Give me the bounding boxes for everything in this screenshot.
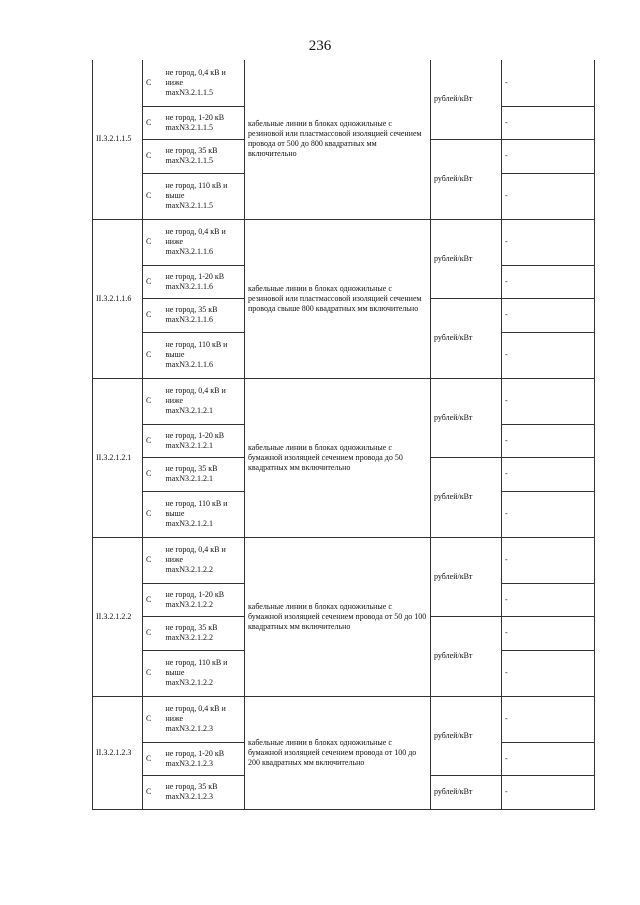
row-letter: С <box>143 219 163 265</box>
row-condition: не город, 0,4 кВ и ниже maxN3.2.1.1.5 <box>163 60 245 106</box>
row-condition: не город, 1-20 кВ maxN3.2.1.2.1 <box>163 424 245 457</box>
row-condition: не город, 1-20 кВ maxN3.2.1.1.6 <box>163 265 245 298</box>
row-condition: не город, 1-20 кВ maxN3.2.1.2.2 <box>163 583 245 616</box>
row-unit: рублей/кВт <box>431 60 502 139</box>
table-row <box>93 696 595 742</box>
row-condition: не город, 110 кВ и выше maxN3.2.1.2.2 <box>163 650 245 696</box>
row-condition: не город, 1-20 кВ maxN3.2.1.1.5 <box>163 106 245 139</box>
row-letter: С <box>143 265 163 298</box>
row-condition: не город, 35 кВ maxN3.2.1.2.1 <box>163 457 245 491</box>
row-value: - <box>502 650 595 696</box>
row-value: - <box>502 60 595 106</box>
row-code: II.3.2.1.2.2 <box>93 537 143 696</box>
row-condition: не город, 110 кВ и выше maxN3.2.1.1.6 <box>163 332 245 378</box>
row-value: - <box>502 742 595 775</box>
row-letter: С <box>143 616 163 650</box>
table-row <box>93 219 595 265</box>
page-number: 236 <box>308 38 332 54</box>
row-letter: С <box>143 742 163 775</box>
row-value: - <box>502 457 595 491</box>
table-row <box>93 537 595 583</box>
row-condition: не город, 1-20 кВ maxN3.2.1.2.3 <box>163 742 245 775</box>
row-unit: рублей/кВт <box>431 139 502 219</box>
row-value: - <box>502 332 595 378</box>
row-code: II.3.2.1.2.1 <box>93 378 143 537</box>
row-unit: рублей/кВт <box>431 378 502 457</box>
row-value: - <box>502 424 595 457</box>
row-condition: не город, 0,4 кВ и ниже maxN3.2.1.2.1 <box>163 378 245 424</box>
row-value: - <box>502 219 595 265</box>
tariff-table <box>92 60 595 810</box>
row-letter: С <box>143 775 163 809</box>
row-letter: С <box>143 139 163 173</box>
row-letter: С <box>143 332 163 378</box>
row-condition: не город, 35 кВ maxN3.2.1.1.5 <box>163 139 245 173</box>
row-value: - <box>502 139 595 173</box>
row-value: - <box>502 696 595 742</box>
row-letter: С <box>143 491 163 537</box>
row-value: - <box>502 173 595 219</box>
row-value: - <box>502 583 595 616</box>
row-letter: С <box>143 173 163 219</box>
row-letter: С <box>143 650 163 696</box>
row-condition: не город, 35 кВ maxN3.2.1.2.2 <box>163 616 245 650</box>
row-condition: не город, 110 кВ и выше maxN3.2.1.1.5 <box>163 173 245 219</box>
row-letter: С <box>143 378 163 424</box>
row-value: - <box>502 265 595 298</box>
row-letter: С <box>143 583 163 616</box>
row-value: - <box>502 616 595 650</box>
row-condition: не город, 0,4 кВ и ниже maxN3.2.1.2.2 <box>163 537 245 583</box>
row-value: - <box>502 537 595 583</box>
row-code: II.3.2.1.1.5 <box>93 60 143 219</box>
row-condition: не город, 35 кВ maxN3.2.1.1.6 <box>163 298 245 332</box>
row-value: - <box>502 298 595 332</box>
row-description: кабельные линии в блоках одножильные с бумажной изоляцией сечением провода от 100 до 200 квадратных мм включительно <box>245 696 431 809</box>
row-letter: С <box>143 537 163 583</box>
row-code: II.3.2.1.1.6 <box>93 219 143 378</box>
row-description: кабельные линии в блоках одножильные с бумажной изоляцией сечением провода до 50 квадратных мм включительно <box>245 378 431 537</box>
row-code: II.3.2.1.2.3 <box>93 696 143 809</box>
table-row <box>93 378 595 424</box>
row-condition: не город, 110 кВ и выше maxN3.2.1.2.1 <box>163 491 245 537</box>
row-description: кабельные линии в блоках одножильные с резиновой или пластмассовой изоляцией сечением провода от 500 до 800 квадратных мм включительно <box>245 60 431 219</box>
row-unit: рублей/кВт <box>431 537 502 616</box>
row-unit: рублей/кВт <box>431 219 502 298</box>
table-row <box>93 60 595 106</box>
row-unit: рублей/кВт <box>431 775 502 809</box>
row-letter: С <box>143 457 163 491</box>
row-description: кабельные линии в блоках одножильные с бумажной изоляцией сечением провода от 50 до 100 квадратных мм включительно <box>245 537 431 696</box>
row-unit: рублей/кВт <box>431 616 502 696</box>
row-letter: С <box>143 106 163 139</box>
row-unit: рублей/кВт <box>431 696 502 775</box>
row-condition: не город, 0,4 кВ и ниже maxN3.2.1.2.3 <box>163 696 245 742</box>
row-condition: не город, 35 кВ maxN3.2.1.2.3 <box>163 775 245 809</box>
row-value: - <box>502 378 595 424</box>
row-value: - <box>502 491 595 537</box>
row-letter: С <box>143 298 163 332</box>
row-letter: С <box>143 696 163 742</box>
row-description: кабельные линии в блоках одножильные с резиновой или пластмассовой изоляцией сечением провода свыше 800 квадратных мм включительно <box>245 219 431 378</box>
row-value: - <box>502 775 595 809</box>
row-letter: С <box>143 60 163 106</box>
row-letter: С <box>143 424 163 457</box>
row-value: - <box>502 106 595 139</box>
row-condition: не город, 0,4 кВ и ниже maxN3.2.1.1.6 <box>163 219 245 265</box>
row-unit: рублей/кВт <box>431 298 502 378</box>
row-unit: рублей/кВт <box>431 457 502 537</box>
